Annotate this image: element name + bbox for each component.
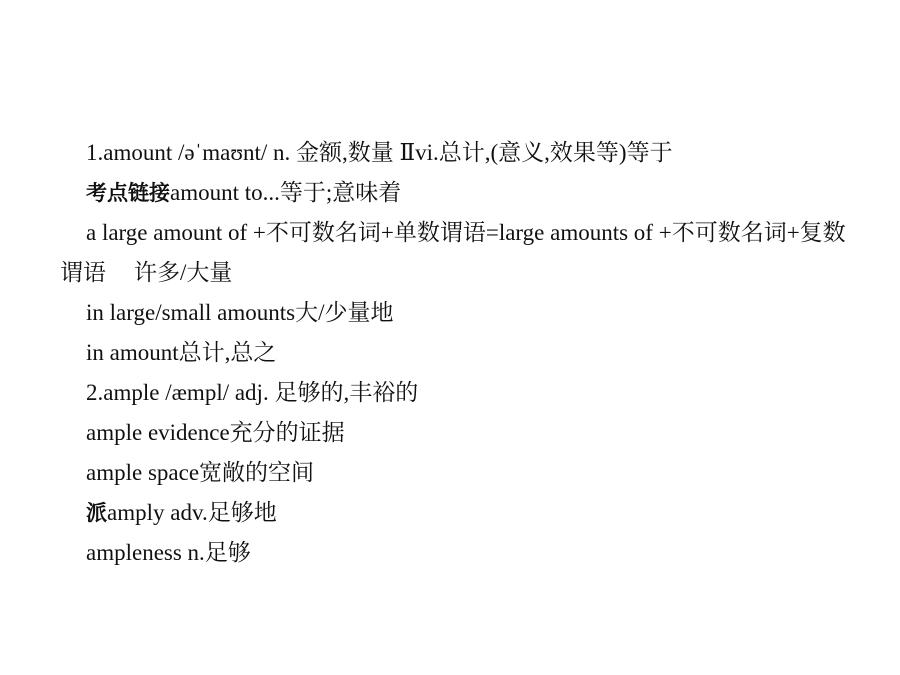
entry-in-large-small-amounts	[60, 293, 850, 333]
entry-amount-to	[60, 173, 850, 213]
entry-text: in large/small amounts大/少量地	[86, 300, 394, 325]
entry-ample-space	[60, 453, 850, 493]
entry-text: a large amount of +不可数名词+单数谓语=large amounts of +不可数名词+复数谓语	[60, 220, 846, 285]
entry-ample-definition	[60, 373, 850, 413]
entry-meaning: 许多/大量	[134, 260, 233, 285]
entry-text: in amount总计,总之	[86, 340, 277, 365]
entry-text: ample evidence充分的证据	[86, 420, 345, 445]
entry-text: 1.amount /əˈmaʊnt/ n. 金额,数量 Ⅱvi.总计,(意义,效果等)等于	[86, 140, 673, 165]
entry-amply	[60, 493, 850, 533]
entry-text: amount to...等于;意味着	[170, 180, 402, 205]
entry-text: amply adv.足够地	[107, 500, 277, 525]
entry-text: ampleness n.足够	[86, 540, 251, 565]
vocabulary-notes	[60, 133, 850, 573]
derivative-label: 派	[86, 501, 107, 525]
entry-large-amount-usage	[60, 213, 850, 293]
exam-link-label: 考点链接	[86, 181, 170, 205]
entry-ample-evidence	[60, 413, 850, 453]
entry-amount-definition	[60, 133, 850, 173]
entry-in-amount	[60, 333, 850, 373]
entry-text: ample space宽敞的空间	[86, 460, 315, 485]
entry-ampleness	[60, 533, 850, 573]
entry-text: 2.ample /æmpl/ adj. 足够的,丰裕的	[86, 380, 419, 405]
